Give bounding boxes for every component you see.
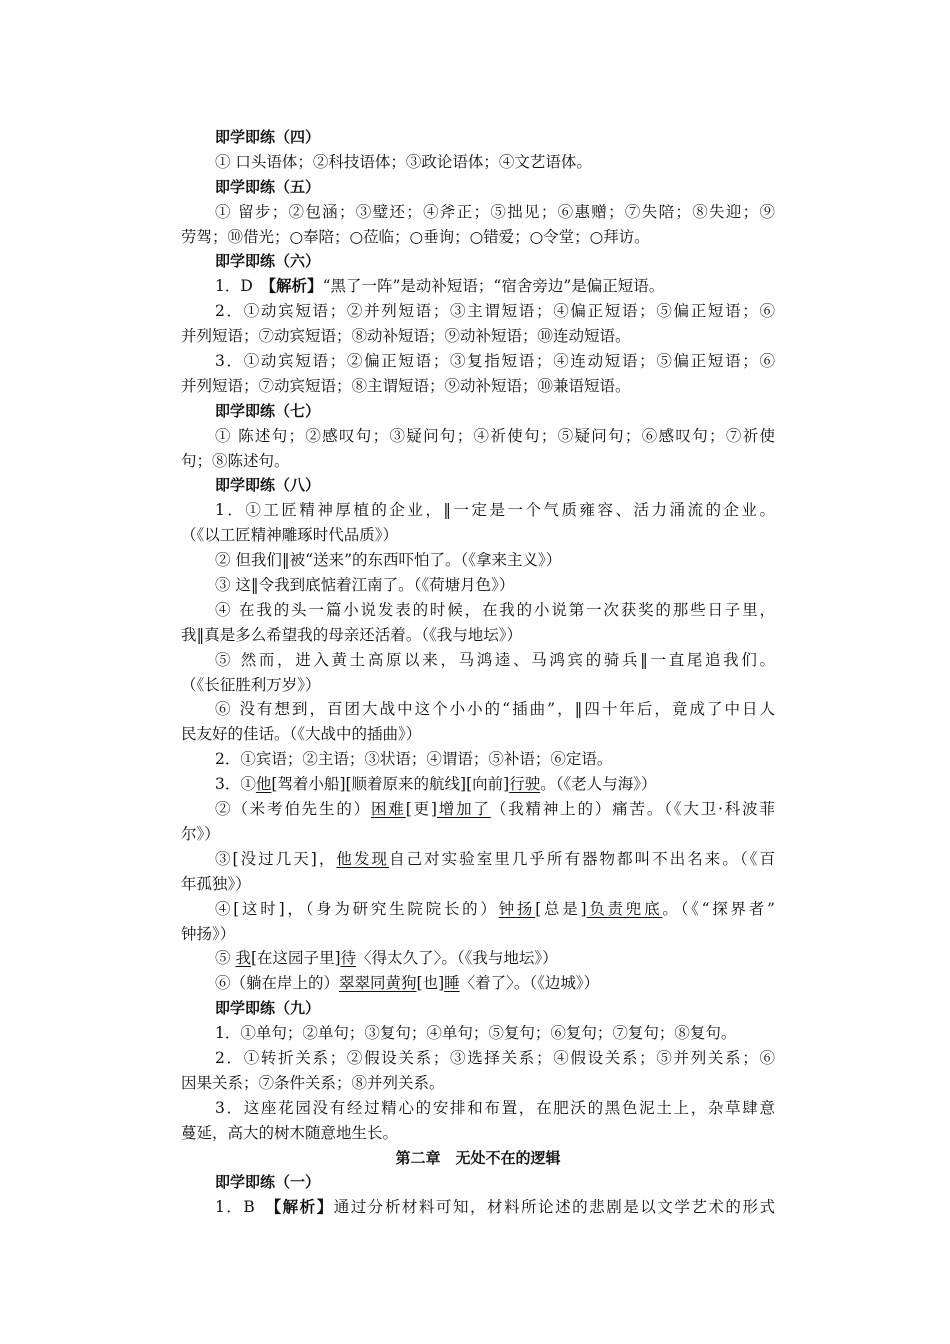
text-line: 蔓延，高大的树木随意地生长。 [181, 1123, 399, 1142]
section-heading: 即学即练（四） [215, 128, 321, 146]
underlined-text: 增加了 [436, 800, 491, 819]
text-line: 并列短语；⑦动宾短语；⑧主谓短语；⑨动补短语；⑩兼语短语。 [181, 376, 631, 395]
chapter-title: 第二章 无处不在的逻辑 [395, 1148, 561, 1167]
text-span: ⑤ [215, 949, 236, 968]
underlined-text: 睡 [444, 974, 460, 993]
text-line: 2．①动宾短语；②并列短语；③主谓短语；④偏正短语；⑤偏正短语；⑥ [215, 302, 775, 321]
text-line: 2．①宾语；②主语；③状语；④谓语；⑤补语；⑥定语。 [215, 750, 613, 769]
text-span: [在这园子里] [250, 949, 341, 968]
text-line: 1．①工匠精神厚植的企业，‖一定是一个气质雍容、活力涌流的企业。 [215, 501, 775, 520]
text-line: ⑤ 然而，进入黄土高原以来，马鸿逵、马鸿宾的骑兵‖一直尾追我们。 [215, 650, 775, 669]
section-heading: 即学即练（七） [215, 401, 321, 420]
text-line: 尔》） [181, 824, 220, 843]
document-page [181, 125, 775, 1220]
section-heading: 即学即练（八） [215, 476, 321, 495]
text-span: “黑了一阵”是动补短语；“宿舍旁边”是偏正短语。 [322, 277, 665, 296]
underlined-text: 负责兜底 [586, 899, 663, 918]
text-span: [更] [405, 800, 437, 819]
text-line: 3．①动宾短语；②偏正短语；③复指短语；④连动短语；⑤偏正短语；⑥ [215, 352, 775, 371]
text-span: 。（《“探界者” [662, 899, 775, 918]
text-line: ① 陈述句；②感叹句；③疑问句；④祈使句；⑤疑问句；⑥感叹句；⑦祈使 [215, 426, 775, 445]
text-line [181, 847, 775, 872]
text-line [181, 772, 775, 797]
analysis-label: 【解析】 [268, 276, 323, 296]
text-line [181, 946, 775, 971]
text-span: ⑥（躺在岸上的） [215, 974, 340, 993]
section-heading: 即学即练（九） [215, 999, 321, 1018]
text-line: ① 口头语体；②科技语体；③政论语体；④文艺语体。 [215, 152, 592, 171]
text-line: ⑥ 没有想到，百团大战中这个小小的“插曲”，‖四十年后，竟成了中日人 [215, 700, 775, 719]
text-span: [驾着小船][顺着原来的航线][向前] [271, 775, 510, 794]
section-heading: 即学即练（六） [215, 252, 321, 271]
text-line: 我‖真是多么希望我的母亲还活着。（《我与地坛》） [181, 625, 523, 644]
text-span: 。（《老人与海》） [540, 775, 657, 794]
text-span: [也] [416, 974, 445, 993]
text-span: ④[这时]，（身为研究生院院长的） [215, 899, 499, 918]
text-span: ③[没过几天]， [215, 849, 337, 868]
text-line: ② 但我们‖被“送来”的东西吓怕了。（《拿来主义》） [215, 551, 562, 570]
section-heading: 即学即练（一） [215, 1173, 321, 1192]
analysis-label: 【解析】 [273, 1197, 334, 1217]
text-span: 3．① [215, 775, 256, 794]
underlined-text: 钟扬 [498, 899, 536, 918]
text-line: 1．①单句；②单句；③复句；④单句；⑤复句；⑥复句；⑦复句；⑧复句。 [215, 1024, 737, 1043]
text-line: 民友好的佳话。（《大战中的插曲》） [181, 725, 422, 744]
text-span: 1．B [215, 1198, 274, 1217]
text-line: 劳驾；⑩借光；○奉陪；○莅临；○垂询；○错爱；○令堂；○拜访。 [181, 227, 650, 246]
text-line: （《长征胜利万岁》） [181, 675, 321, 694]
underlined-text: 他 [255, 775, 272, 794]
text-line: ③ 这‖令我到底惦着江南了。（《荷塘月色》） [215, 576, 515, 595]
text-line [181, 897, 775, 922]
text-span: 通过分析材料可知，材料所论述的悲剧是以文学艺术的形式 [333, 1198, 775, 1217]
text-line: ① 留步；②包涵；③璧还；④斧正；⑤拙见；⑥惠赠；⑦失陪；⑧失迎；⑨ [215, 202, 775, 221]
underlined-text: 我 [235, 949, 251, 968]
text-span: [总是] [535, 899, 587, 918]
text-span: ②（米考伯先生的） [215, 800, 372, 819]
text-line: （《以工匠精神雕琢时代品质》） [181, 526, 399, 545]
underlined-text: 翠翠同黄狗 [339, 974, 417, 993]
text-line: 钟扬》） [181, 924, 236, 943]
text-line [181, 971, 775, 996]
underlined-text: 困难 [371, 800, 406, 819]
text-line [181, 274, 775, 299]
text-line: 3．这座花园没有经过精心的安排和布置，在肥沃的黑色泥土上，杂草肆意 [215, 1098, 775, 1117]
text-line: 2．①转折关系；②假设关系；③选择关系；④假设关系；⑤并列关系；⑥ [215, 1048, 775, 1067]
text-line: 句；⑧陈述句。 [181, 451, 290, 470]
underlined-text: 发现 [353, 849, 390, 868]
underlined-text: 行驶 [509, 775, 541, 794]
section-heading: 即学即练（五） [215, 177, 321, 196]
text-line: 并列短语；⑦动宾短语；⑧动补短语；⑨动补短语；⑩连动短语。 [181, 327, 631, 346]
underlined-text: 他 [336, 849, 354, 868]
text-line [181, 797, 775, 822]
text-span: 〈得太久了〉。（《我与地坛》） [356, 949, 558, 968]
text-line: 年孤独》） [181, 874, 251, 893]
text-span: 〈着了〉。（《边城》） [459, 974, 600, 993]
underlined-text: 待 [340, 949, 357, 968]
text-line [181, 1195, 775, 1220]
text-line: ④ 在我的头一篇小说发表的时候，在我的小说第一次获奖的那些日子里， [215, 600, 775, 619]
text-line: 因果关系；⑦条件关系；⑧并列关系。 [181, 1073, 445, 1092]
text-span: 1．D [215, 277, 269, 296]
text-span: 自己对实验室里几乎所有器物都叫不出名来。（《百 [389, 849, 775, 868]
text-span: （我精神上的）痛苦。（《大卫·科波菲 [490, 800, 775, 819]
